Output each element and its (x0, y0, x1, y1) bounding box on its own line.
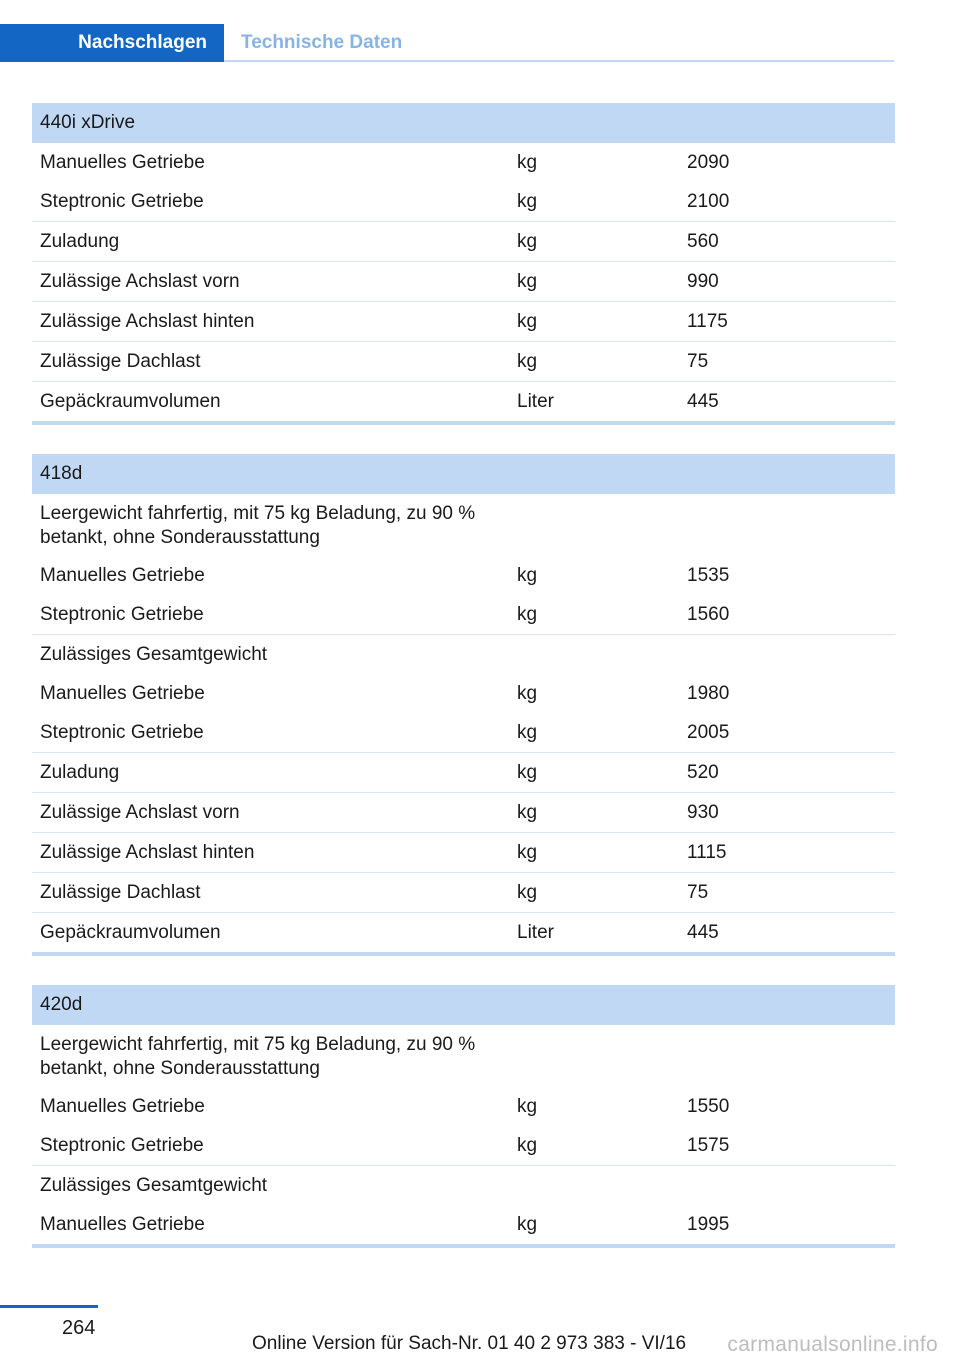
table-row (32, 556, 895, 595)
row-unit: kg (517, 191, 538, 212)
row-label: Manuelles Getriebe (40, 683, 205, 704)
table-row (32, 262, 895, 302)
row-label: Steptronic Getriebe (40, 722, 204, 743)
row-unit: kg (517, 231, 538, 252)
row-label: Zulässige Dachlast (40, 351, 201, 372)
table-row (32, 913, 895, 956)
header-divider (224, 60, 894, 62)
page-header (0, 24, 894, 62)
row-unit: kg (517, 683, 538, 704)
row-value: 1575 (687, 1135, 730, 1156)
row-value: 2005 (687, 722, 730, 743)
watermark: carmanualsonline.info (727, 1333, 938, 1356)
row-value: 1535 (687, 565, 730, 586)
row-label: Steptronic Getriebe (40, 604, 204, 625)
row-label: Zulässige Achslast vorn (40, 271, 240, 292)
row-unit: kg (517, 802, 538, 823)
row-label: Leergewicht fahrfertig, mit 75 kg Beladung, zu 90 % betankt, ohne Sonderausstattung (40, 503, 476, 548)
row-label: Zuladung (40, 762, 120, 783)
row-value: 1175 (687, 311, 728, 332)
row-value: 990 (687, 271, 719, 292)
row-value: 445 (687, 391, 719, 412)
row-label: Manuelles Getriebe (40, 1096, 205, 1117)
table-row (32, 753, 895, 793)
row-label: Steptronic Getriebe (40, 191, 204, 212)
row-value: 520 (687, 762, 719, 783)
table-row (32, 1166, 895, 1205)
row-unit: kg (517, 762, 538, 783)
row-label: Zuladung (40, 231, 120, 252)
table-row (32, 1205, 895, 1248)
row-value: 1560 (687, 604, 730, 625)
tab-technische-daten[interactable]: Technische Daten (241, 32, 403, 53)
row-unit (509, 1025, 679, 1087)
row-unit: kg (517, 565, 538, 586)
row-value (679, 1025, 895, 1087)
table-title: 440i xDrive (32, 103, 895, 143)
row-value (679, 1166, 895, 1205)
row-label: Zulässige Achslast vorn (40, 802, 240, 823)
row-value: 1550 (687, 1096, 730, 1117)
row-label: Zulässiges Gesamtgewicht (40, 644, 268, 665)
row-value: 2100 (687, 191, 730, 212)
table-row (32, 143, 895, 182)
row-value (679, 494, 895, 556)
table-row (32, 494, 895, 556)
row-label: Zulässiges Gesamtgewicht (40, 1175, 268, 1196)
table-row (32, 222, 895, 262)
row-unit: kg (517, 882, 538, 903)
page-number-rule (0, 1305, 98, 1308)
table-row (32, 1025, 895, 1087)
row-unit: Liter (517, 922, 554, 943)
table-row (32, 713, 895, 753)
row-label: Gepäckraumvolumen (40, 391, 221, 412)
row-value: 445 (687, 922, 719, 943)
table-row (32, 182, 895, 222)
online-version-note: Online Version für Sach-Nr. 01 40 2 973 383 - VI/16 (252, 1333, 687, 1354)
spec-table-440i-xdrive (32, 103, 895, 425)
row-unit: kg (517, 1135, 538, 1156)
row-label: Zulässige Achslast hinten (40, 842, 255, 863)
row-label: Steptronic Getriebe (40, 1135, 204, 1156)
spec-table-420d (32, 985, 895, 1248)
row-label: Leergewicht fahrfertig, mit 75 kg Beladung, zu 90 % betankt, ohne Sonderausstattung (40, 1034, 476, 1079)
spec-tables (32, 103, 895, 1248)
row-unit (509, 494, 679, 556)
row-unit: kg (517, 604, 538, 625)
row-value: 1980 (687, 683, 730, 704)
tab-nachschlagen[interactable]: Nachschlagen (0, 24, 224, 62)
row-unit: kg (517, 1096, 538, 1117)
row-unit: kg (517, 1214, 538, 1235)
row-unit (509, 1166, 679, 1205)
table-row (32, 1126, 895, 1166)
row-value: 75 (687, 351, 709, 372)
table-title: 420d (32, 985, 895, 1025)
spec-table-418d (32, 454, 895, 956)
table-row (32, 342, 895, 382)
page-number: 264 (62, 1317, 96, 1339)
row-value: 2090 (687, 152, 730, 173)
table-row (32, 674, 895, 713)
table-row (32, 302, 895, 342)
row-unit: kg (517, 842, 538, 863)
row-label: Manuelles Getriebe (40, 1214, 205, 1235)
row-label: Manuelles Getriebe (40, 152, 205, 173)
row-value: 930 (687, 802, 719, 823)
table-title: 418d (32, 454, 895, 494)
row-label: Gepäckraumvolumen (40, 922, 221, 943)
table-row (32, 595, 895, 635)
row-unit: kg (517, 311, 538, 332)
row-unit (509, 635, 679, 674)
row-unit: kg (517, 722, 538, 743)
table-row (32, 635, 895, 674)
row-value: 1115 (687, 842, 727, 863)
table-row (32, 1087, 895, 1126)
row-value: 75 (687, 882, 709, 903)
row-value: 1995 (687, 1214, 730, 1235)
table-row (32, 833, 895, 873)
row-unit: kg (517, 271, 538, 292)
row-label: Zulässige Achslast hinten (40, 311, 255, 332)
table-row (32, 873, 895, 913)
row-value (679, 635, 895, 674)
row-label: Zulässige Dachlast (40, 882, 201, 903)
row-unit: Liter (517, 391, 554, 412)
row-unit: kg (517, 152, 538, 173)
table-row (32, 793, 895, 833)
table-row (32, 382, 895, 425)
row-value: 560 (687, 231, 719, 252)
row-label: Manuelles Getriebe (40, 565, 205, 586)
row-unit: kg (517, 351, 538, 372)
